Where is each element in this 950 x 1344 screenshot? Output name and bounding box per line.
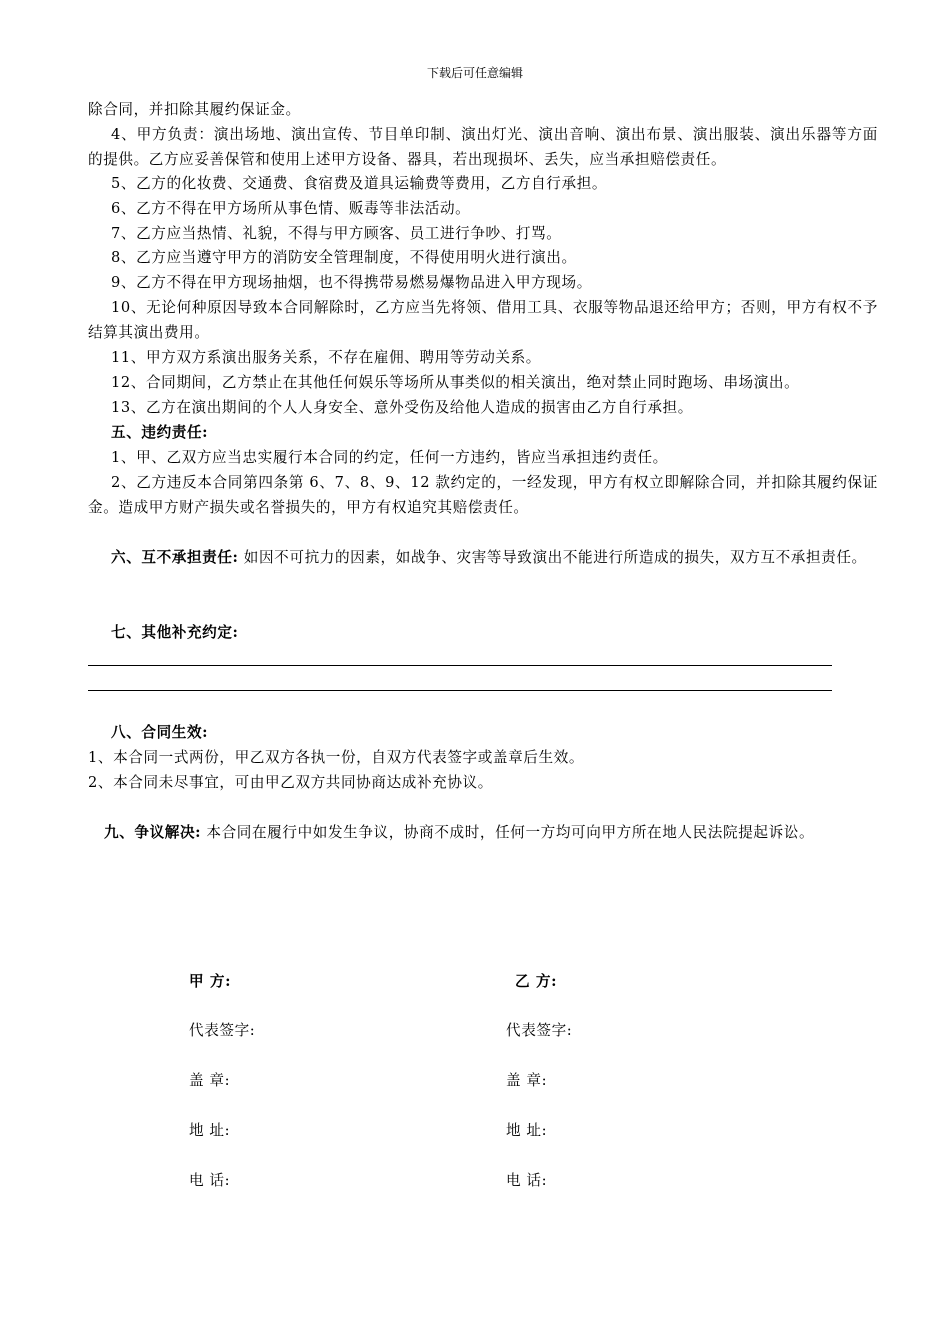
party-a-rep: 代表签字: [189, 1022, 256, 1039]
party-a-seal: 盖 章: [189, 1072, 231, 1089]
party-b-seal: 盖 章: [506, 1072, 548, 1089]
clause-6: 6、乙方不得在甲方场所从事色情、贩毒等非法活动。 [111, 200, 471, 217]
clause-13: 13、乙方在演出期间的个人人身安全、意外受伤及给他人造成的损害由乙方自行承担。 [111, 399, 693, 416]
section6 [88, 546, 878, 571]
clause-5: 5、乙方的化妆费、交通费、食宿费及道具运输费等费用，乙方自行承担。 [111, 175, 608, 192]
supplement-line-1 [88, 665, 832, 666]
section7-title: 七、其他补充约定: [111, 624, 239, 641]
section8-item-1: 1、本合同一式两份，甲乙双方各执一份，自双方代表签字或盖章后生效。 [88, 749, 585, 766]
clause-9: 9、乙方不得在甲方现场抽烟，也不得携带易燃易爆物品进入甲方现场。 [111, 274, 592, 291]
party-a-phone: 电 话: [189, 1172, 231, 1189]
party-a-label: 甲 方: [189, 973, 232, 990]
section9 [88, 821, 878, 846]
party-b-rep: 代表签字: [506, 1022, 573, 1039]
clause-12: 12、合同期间，乙方禁止在其他任何娱乐等场所从事类似的相关演出，绝对禁止同时跑场、串场演出。 [111, 374, 800, 391]
clause-7: 7、乙方应当热情、礼貌，不得与甲方顾客、员工进行争吵、打骂。 [111, 225, 562, 242]
clause-8: 8、乙方应当遵守甲方的消防安全管理制度，不得使用明火进行演出。 [111, 249, 577, 266]
section5-item-1: 1、甲、乙双方应当忠实履行本合同的约定，任何一方违约，皆应当承担违约责任。 [111, 449, 668, 466]
page-header: 下载后可任意编辑 [426, 66, 523, 80]
party-a-address: 地 址: [189, 1122, 231, 1139]
party-b-phone: 电 话: [506, 1172, 548, 1189]
supplement-line-2 [88, 690, 832, 691]
clause-10: 10、无论何种原因导致本合同解除时，乙方应当先将领、借用工具、衣服等物品退还给甲方；否则，甲方有权不予结算其演出费用。 [88, 299, 878, 341]
section8-item-2: 2、本合同未尽事宜，可由甲乙双方共同协商达成补充协议。 [88, 774, 493, 791]
party-b-address: 地 址: [506, 1122, 548, 1139]
clause-11: 11、甲方双方系演出服务关系，不存在雇佣、聘用等劳动关系。 [111, 349, 542, 366]
section8-title: 八、合同生效: [111, 724, 209, 741]
section5-item-2: 2、乙方违反本合同第四条第 6、7、8、9、12 款约定的，一经发现，甲方有权立即解除合同，并扣除其履约保证金。造成甲方财产损失或名誉损失的，甲方有权追究其赔偿责任。 [88, 474, 878, 516]
section6-text: 如因不可抗力的因素，如战争、灾害等导致演出不能进行所造成的损失，双方互不承担责任。 [243, 549, 867, 566]
clause-4: 4、甲方负责：演出场地、演出宣传、节目单印制、演出灯光、演出音响、演出布景、演出服装、演出乐器等方面的提供。乙方应妥善保管和使用上述甲方设备、器具，若出现损坏、丢失，应当承担赔偿责任。 [88, 126, 878, 168]
section6-title: 六、互不承担责任: [111, 549, 239, 566]
party-b-label: 乙 方: [515, 973, 558, 990]
continuation-text: 除合同，并扣除其履约保证金。 [88, 101, 301, 118]
section9-title: 九、争议解决: [104, 824, 202, 841]
section9-text: 本合同在履行中如发生争议，协商不成时，任何一方均可向甲方所在地人民法院提起诉讼。 [206, 824, 815, 841]
section5-title: 五、违约责任: [111, 424, 209, 441]
